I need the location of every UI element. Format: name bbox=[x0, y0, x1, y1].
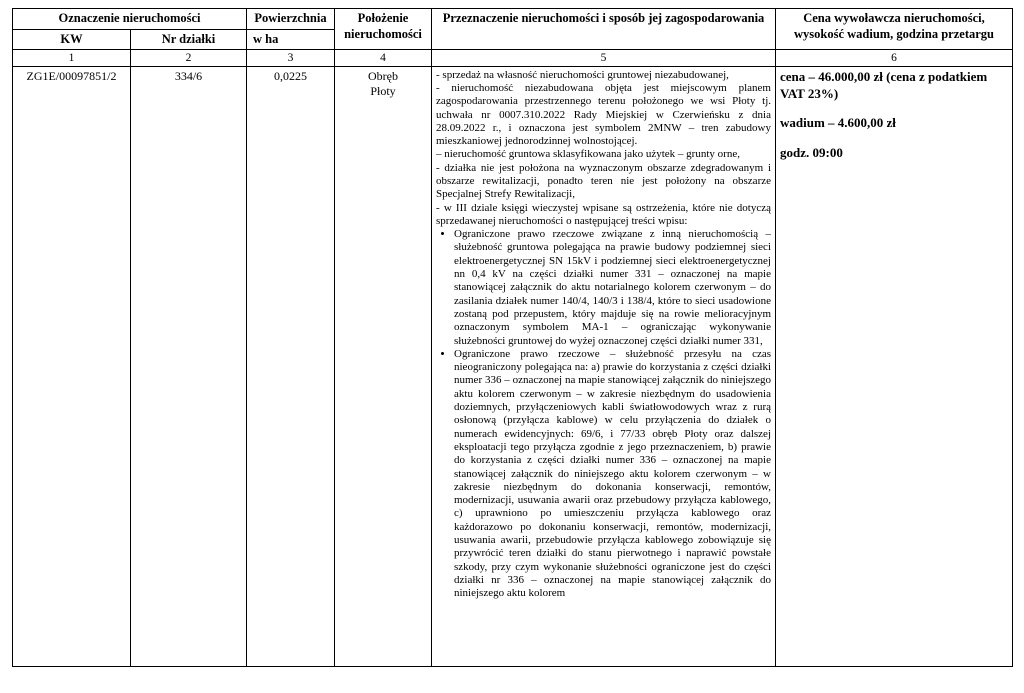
col-num-2: 2 bbox=[131, 49, 247, 66]
col-num-1: 1 bbox=[13, 49, 131, 66]
cell-polozenie bbox=[335, 66, 432, 666]
cell-cena bbox=[776, 66, 1013, 666]
header-oznaczenie: Oznaczenie nieruchomości bbox=[13, 9, 247, 30]
cell-kw: ZG1E/00097851/2 bbox=[13, 66, 131, 666]
table-row bbox=[13, 66, 1013, 666]
cell-przeznaczenie bbox=[432, 66, 776, 666]
col-num-3: 3 bbox=[247, 49, 335, 66]
price-cena: cena – 46.000,00 zł (cena z podatkiem VAT 23%) bbox=[780, 68, 988, 101]
subheader-kw: KW bbox=[13, 29, 131, 49]
price-wadium: wadium – 4.600,00 zł bbox=[780, 115, 896, 131]
polozenie-line-2: Płoty bbox=[370, 83, 396, 98]
list-item: • Ograniczone prawo rzeczowe – służebność przesyłu na czas nieograniczony polegająca na: a) prawie do korzystania z części działki numer 336 – oznaczonej na mapie stanowiącej załącznik do niniejszego aktu kolorem czerwonym – w zakresie niezbędnym do usadowienia doziemnych, przyłączeniowych kabli światłowodowych wraz z rurą osłonową (przyłącza kablowe) w celu przyłączenia do działek o numerach ewidencyjnych: 69/6, i 77/33 obręb Płoty oraz dalszej eksploatacji tego przyłącza zgodnie z jego przeznaczeniem, b) prawie do korzystania z części działki numer 336 – oznaczonej na mapie stanowiącej załącznik do niniejszego aktu kolorem czerwonym – w zakresie niezbędnym do dokonania konserwacji, remontów, modernizacji, usuwania awarii oraz przebudowy przyłącza kablowego, c) uprawniono po umieszczeniu przyłącza kablowego oraz każdorazowo po dokonaniu konserwacji, remontów, modernizacji, usuwania awarii, przebudowie przyłącza kablowego zobowiązuje się przywrócić teren działki do stanu pierwotnego i naprawić powstałe szkody, przy czym wykonanie służebności ograniczone jest do części działki nr 336 – oznaczonej na mapie stanowiącej załącznik do niniejszego aktu kolorem bbox=[454, 348, 771, 601]
przeznaczenie-bullet-list bbox=[436, 228, 771, 600]
column-number-row bbox=[13, 49, 1013, 66]
list-item: • Ograniczone prawo rzeczowe związane z inną nieruchomością – służebność gruntowa polegająca na prawie budowy podziemnej sieci elektroenergetycznej SN 15kV i podziemnej sieci elektroenergetycznej nn 0,4 kV na części działki numer 331 – oznaczonej na mapie stanowiącej załącznik do aktu notarialnego kolorem czerwonym – do zasilania działek numer 140/4, 140/3 i 138/4, które to sieci usadowione zostaną pod przepustem, który majduje się na rowie melioracyjnym oznaczonym symbolem MA-1 – ograniczając wykonywanie służebności gruntowej do wyżej oznaczonej części działki numer 331, bbox=[454, 228, 771, 348]
col-num-4: 4 bbox=[335, 49, 432, 66]
header-polozenie: Położenie nieruchomości bbox=[335, 9, 432, 50]
col-num-5: 5 bbox=[432, 49, 776, 66]
header-cena: Cena wywoławcza nieruchomości, wysokość wadium, godzina przetargu bbox=[776, 9, 1013, 50]
polozenie-line-1: Obręb bbox=[368, 68, 398, 83]
przeznaczenie-intro-3: – nieruchomość gruntowa sklasyfikowana jako użytek – grunty orne, bbox=[436, 148, 740, 161]
subheader-w-ha: w ha bbox=[247, 29, 335, 49]
auction-notice-table bbox=[12, 8, 1013, 667]
cell-nr-dzialki: 334/6 bbox=[131, 66, 247, 666]
header-przeznaczenie: Przeznaczenie nieruchomości i sposób jej zagospodarowania bbox=[432, 9, 776, 50]
subheader-nr-dzialki: Nr działki bbox=[131, 29, 247, 49]
przeznaczenie-intro-1: - sprzedaż na własność nieruchomości gruntowej niezabudowanej, bbox=[436, 68, 729, 81]
przeznaczenie-intro-5: - w III dziale księgi wieczystej wpisane są ostrzeżenia, które nie dotyczą sprzedawanej nieruchomości o następującej treści wpisu: bbox=[436, 201, 771, 227]
przeznaczenie-intro-4: - działka nie jest położona na wyznaczonym obszarze zdegradowanym i obszarze rewitalizacji, ponadto teren nie jest położony na obszarze Specjalnej Strefy Rewitalizacji, bbox=[436, 161, 771, 201]
table-header-row bbox=[13, 9, 1013, 30]
przeznaczenie-intro-2: - nieruchomość niezabudowana objęta jest miejscowym planem zagospodarowania przestrzennego terenu położonego we wsi Płoty tj. uchwała nr 0007.310.2022 Rady Miejskiej w Czerwieńsku z dnia 28.09.2022 r., i oznaczona jest symbolem 2MNW – tren zabudowy mieszkaniowej jednorodzinnej wolnostojącej. bbox=[436, 81, 771, 148]
col-num-6: 6 bbox=[776, 49, 1013, 66]
cell-powierzchnia: 0,0225 bbox=[247, 66, 335, 666]
header-powierzchnia: Powierzchnia bbox=[247, 9, 335, 30]
price-godzina: godz. 09:00 bbox=[780, 145, 843, 161]
